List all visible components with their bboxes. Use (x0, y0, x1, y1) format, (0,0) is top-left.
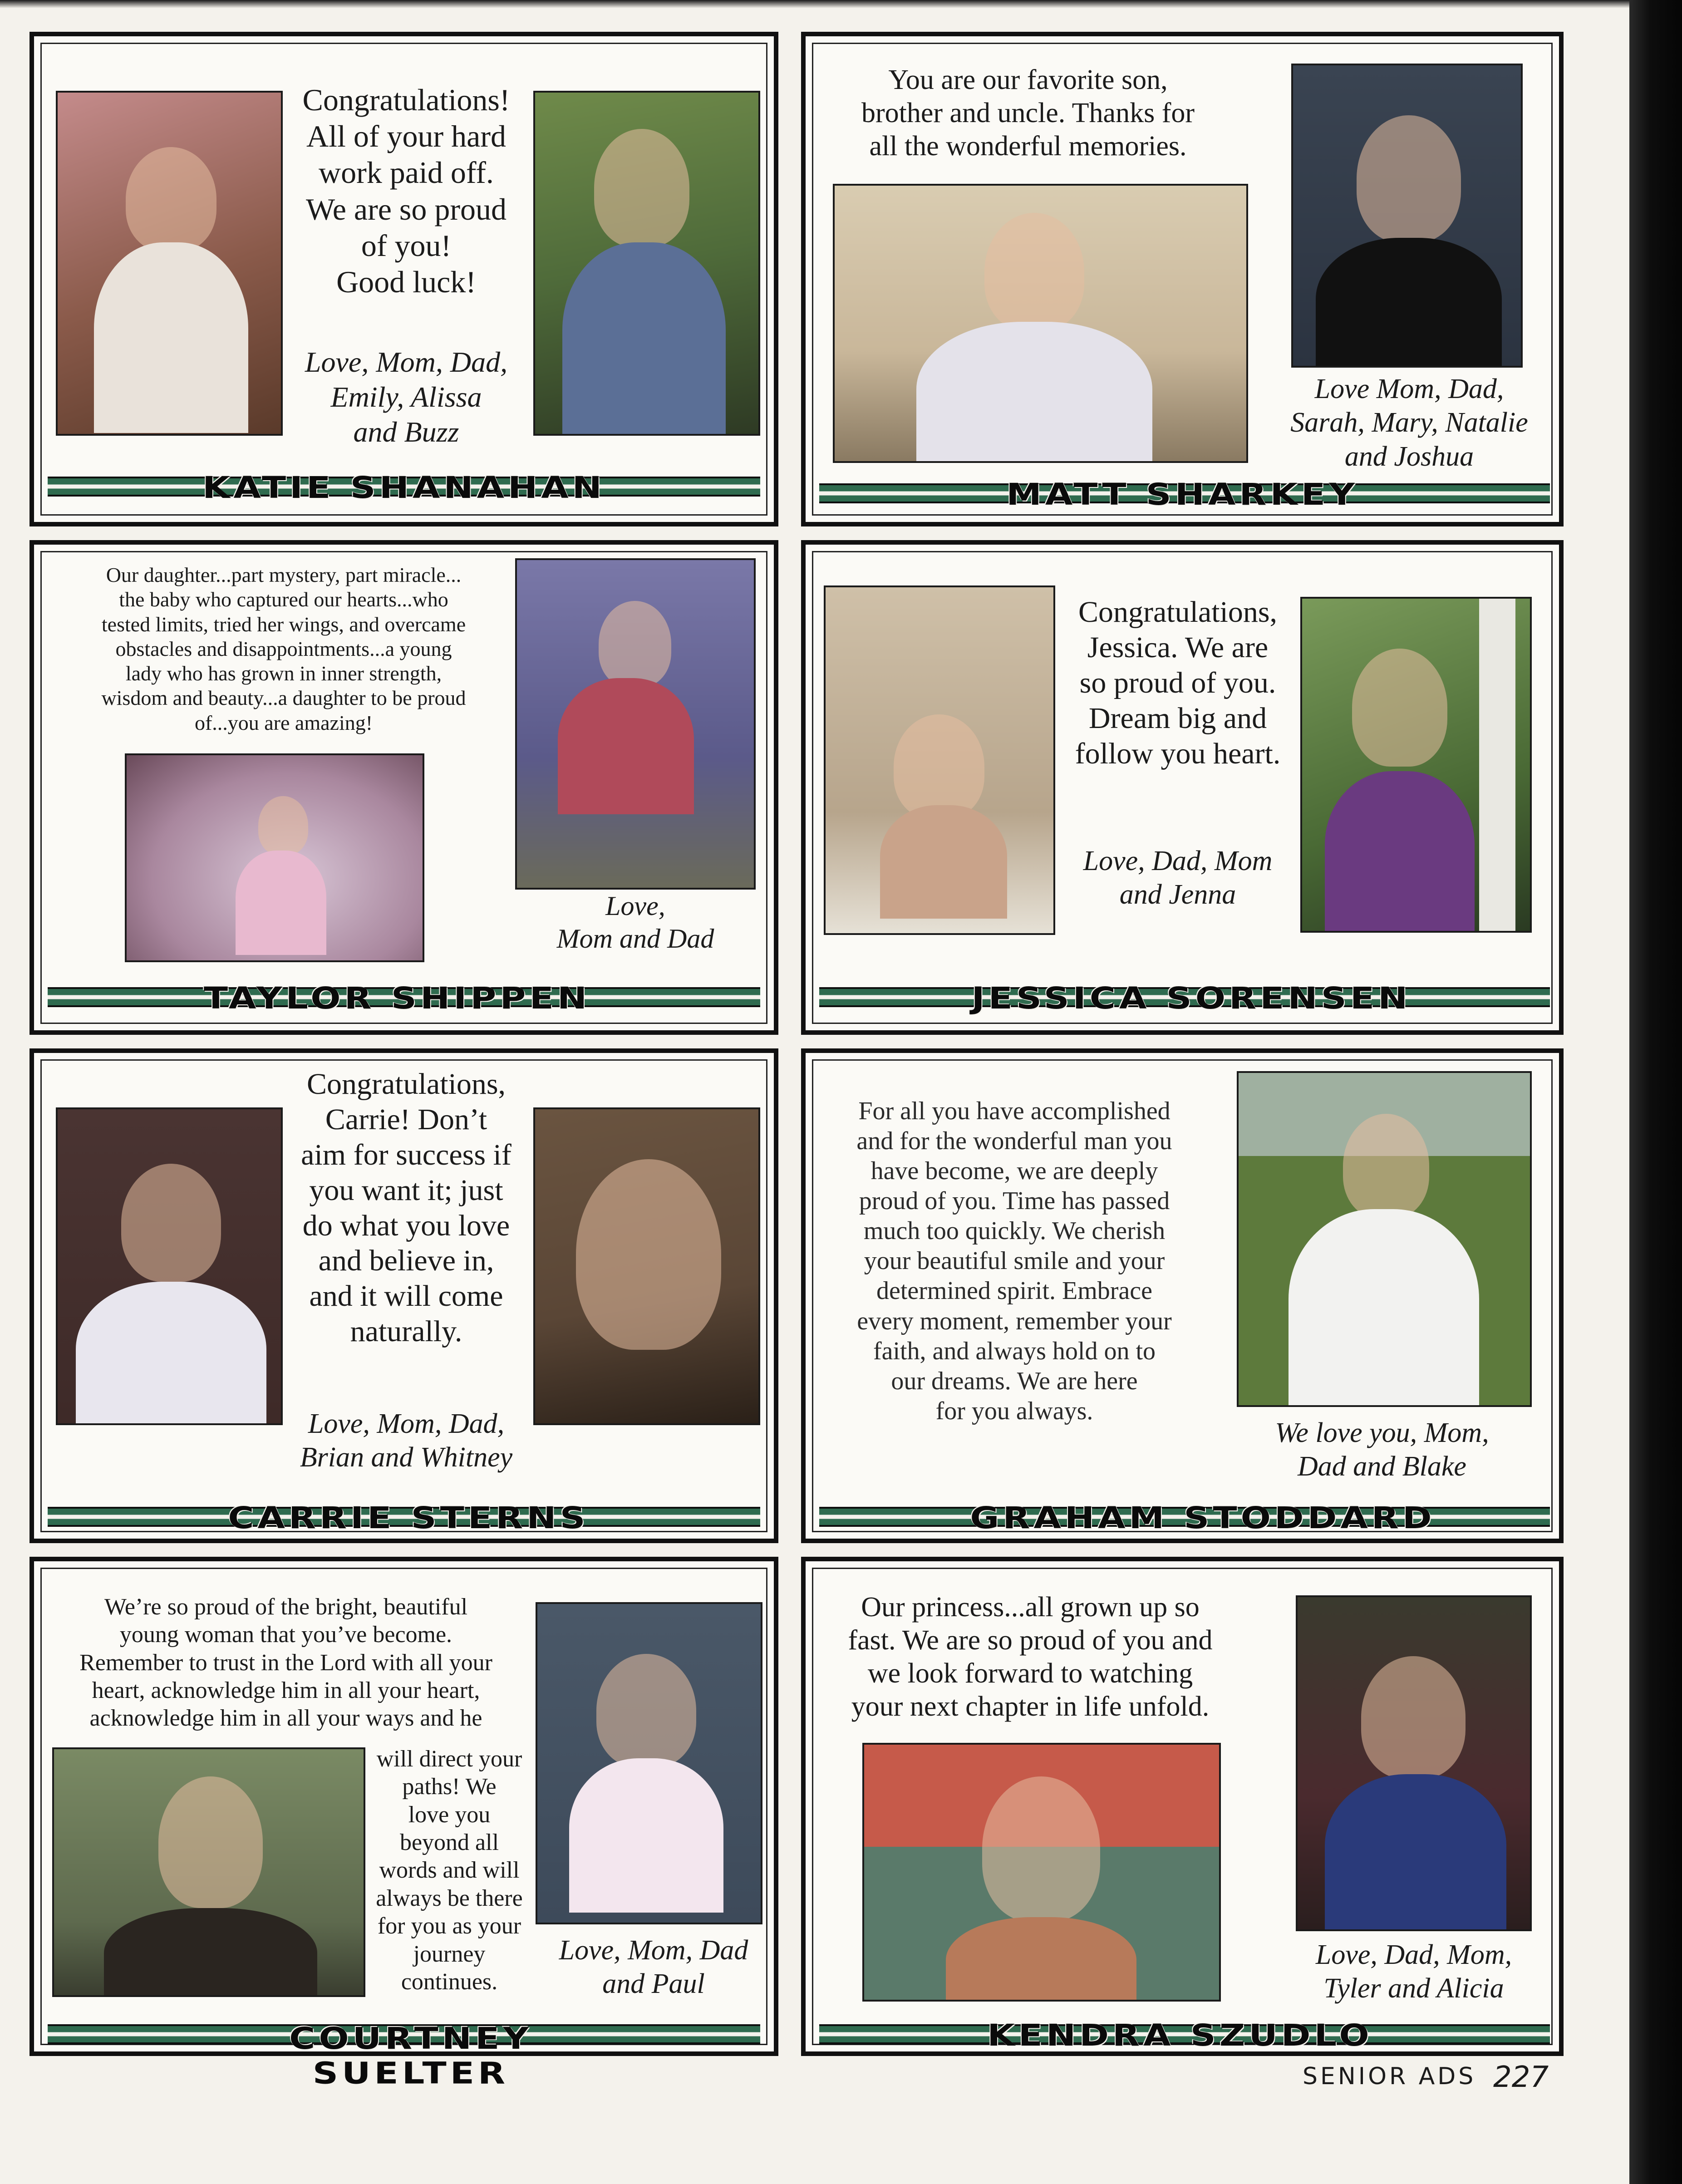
ad-message: We’re so proud of the bright, beautiful young woman that you’ve become. Remember to trust in the Lord with all your heart, acknowledge him in all your heart, acknowledge him in all your ways and he (79, 1594, 492, 1731)
ad-katie (30, 32, 778, 526)
student-name: COURTNEY SUELTER (289, 2021, 532, 2091)
photo-senior (1300, 597, 1532, 933)
photo-child (1296, 1595, 1532, 1931)
photo-child (1291, 64, 1523, 368)
student-name: MATT SHARKEY (1006, 477, 1358, 512)
student-name: KENDRA SZUDLO (987, 2018, 1373, 2053)
photo-child (56, 91, 283, 436)
ad-message-continued: will direct your paths! We love you beyond all words and will always be there for you as your journey continues. (376, 1746, 523, 1995)
ad-graham (801, 1048, 1564, 1543)
ad-message: Our daughter...part mystery, part miracle... the baby who captured our hearts...who tested limits, tried her wings, and overcame obstacles and disappointments...a young lady who has grown in inner strength, wisdom and beauty...a daughter to be proud of...you are amazing! (101, 563, 466, 734)
photo-senior (515, 558, 756, 890)
photo-senior (533, 1107, 760, 1425)
ad-message: Congratulations! All of your hard work paid off. We are so proud of you! Good luck! (302, 83, 510, 300)
ad-message: You are our favorite son, brother and uncle. Thanks for all the wonderful memories. (861, 64, 1195, 162)
ad-jessica (801, 540, 1564, 1035)
ad-signature: Love, Mom and Dad (556, 891, 714, 954)
photo-senior (1237, 1071, 1532, 1407)
ad-signature: Love Mom, Dad, Sarah, Mary, Natalie and Joshua (1290, 374, 1528, 472)
photo-baby (536, 1602, 762, 1924)
photo-senior (833, 184, 1248, 463)
ad-signature: Love, Dad, Mom and Jenna (1083, 846, 1273, 910)
ad-matt (801, 32, 1564, 526)
ad-carrie (30, 1048, 778, 1543)
ad-signature: Love, Dad, Mom, Tyler and Alicia (1315, 1939, 1512, 2004)
ad-signature: Love, Mom, Dad, Brian and Whitney (300, 1408, 513, 1473)
ad-signature: Love, Mom, Dad, Emily, Alissa and Buzz (305, 346, 508, 448)
photo-child (56, 1107, 283, 1425)
page-number: 227 (1493, 2061, 1549, 2094)
student-name: KATIE SHANAHAN (202, 470, 605, 506)
student-name: TAYLOR SHIPPEN (203, 981, 591, 1016)
ad-message: Congratulations, Jessica. We are so proud of you. Dream big and follow you heart. (1075, 595, 1281, 770)
ad-kendra (801, 1557, 1564, 2056)
footer-section-title: SENIOR ADS (1303, 2063, 1476, 2090)
ad-signature: Love, Mom, Dad and Paul (559, 1935, 748, 2000)
student-name: JESSICA SORENSEN (971, 981, 1412, 1016)
ad-message: Our princess...all grown up so fast. We are so proud of you and we look forward to watching your next chapter in life unfold. (848, 1592, 1213, 1722)
binding-edge (1629, 0, 1682, 2184)
ad-message: For all you have accomplished and for the wonderful man you have become, we are deeply proud of you. Time has passed much too quickly. We cherish your beautiful smile and your determined spirit. Embrace every moment, remember your faith, and always hold on to our dreams. We are here for you always. (856, 1097, 1172, 1425)
ad-signature: We love you, Mom, Dad and Blake (1275, 1417, 1489, 1482)
ad-message: Congratulations, Carrie! Don’t aim for success if you want it; just do what you love and believe in, and it will come naturally. (301, 1067, 511, 1348)
photo-senior (533, 91, 760, 436)
student-name: CARRIE STERNS (228, 1500, 589, 1536)
photo-baby (824, 585, 1055, 935)
photo-child (125, 753, 424, 962)
student-name: GRAHAM STODDARD (970, 1500, 1436, 1536)
photo-senior (862, 1743, 1221, 2002)
page-top-edge (0, 0, 1629, 8)
photo-senior (52, 1747, 365, 1997)
ad-courtney (30, 1557, 778, 2091)
ad-taylor (30, 540, 778, 1035)
